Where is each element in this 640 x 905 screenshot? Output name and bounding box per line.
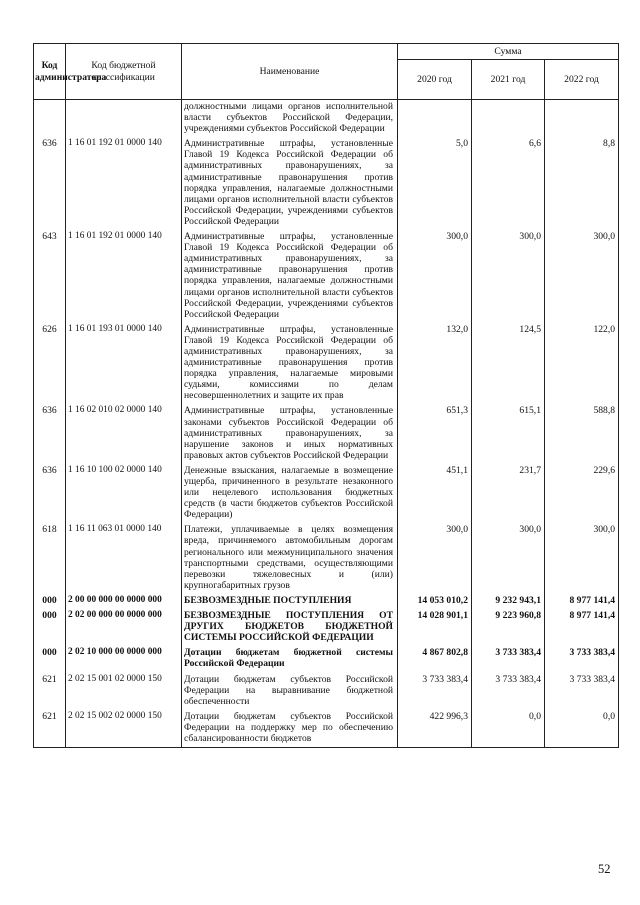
cell-name: Административные штрафы, установленные Главой 19 Кодекса Российской Федерации об административных правонарушениях, за административные правонарушения против порядка управления, налагаемые должностными лицами органов исполнительной власти субъектов Российской Федерации, учреждениями субъектов Российской Федерации — [182, 230, 398, 323]
table-row — [34, 323, 619, 405]
cell-2021: 9 232 943,1 — [472, 594, 545, 609]
table-row — [34, 594, 619, 609]
cell-admin: 636 — [34, 464, 66, 523]
cell-2022: 8,8 — [545, 137, 619, 230]
cell-admin: 618 — [34, 523, 66, 594]
cell-code: 1 16 01 192 01 0000 140 — [66, 230, 182, 323]
cell-name: БЕЗВОЗМЕЗДНЫЕ ПОСТУПЛЕНИЯ ОТ ДРУГИХ БЮДЖЕТОВ БЮДЖЕТНОЙ СИСТЕМЫ РОССИЙСКОЙ ФЕДЕРАЦИИ — [182, 609, 398, 646]
cell-2022: 300,0 — [545, 230, 619, 323]
cell-name: Административные штрафы, установленные законами субъектов Российской Федерации об административных правонарушениях, за нарушение законов и иных нормативных правовых актов субъектов Российской Федерации — [182, 404, 398, 463]
cell-code: 2 02 15 002 02 0000 150 — [66, 710, 182, 748]
col-admin-header: Код администратора — [34, 44, 66, 100]
cell-2021: 300,0 — [472, 230, 545, 323]
cell-code: 2 02 10 000 00 0000 000 — [66, 646, 182, 672]
cell-name: БЕЗВОЗМЕЗДНЫЕ ПОСТУПЛЕНИЯ — [182, 594, 398, 609]
cell-2020: 5,0 — [398, 137, 472, 230]
cell-code: 1 16 01 193 01 0000 140 — [66, 323, 182, 405]
cell-admin: 000 — [34, 646, 66, 672]
cell-admin: 636 — [34, 137, 66, 230]
col-code-header: Код бюджетной классификации — [66, 44, 182, 100]
cell-2020: 451,1 — [398, 464, 472, 523]
table-row — [34, 646, 619, 672]
cell-admin: 636 — [34, 404, 66, 463]
cell-2021: 300,0 — [472, 523, 545, 594]
cell-code: 1 16 02 010 02 0000 140 — [66, 404, 182, 463]
table-row — [34, 100, 619, 138]
cell-2021: 6,6 — [472, 137, 545, 230]
cell-2021: 124,5 — [472, 323, 545, 405]
cell-name: должностными лицами органов исполнительной власти субъектов Российской Федерации, учреждениями субъектов Российской Федерации — [182, 100, 398, 138]
cell-name: Денежные взыскания, налагаемые в возмещение ущерба, причиненного в результате незаконного или нецелевого использования бюджетных средств (в части бюджетов субъектов Российской Федерации) — [182, 464, 398, 523]
cell-code — [66, 100, 182, 138]
cell-2020 — [398, 100, 472, 138]
cell-2022: 3 733 383,4 — [545, 646, 619, 672]
cell-name: Платежи, уплачиваемые в целях возмещения вреда, причиняемого автомобильным дорогам регионального или межмуниципального значения транспортными средствами, осуществляющими перевозки тяжеловесных и (или) крупногабаритных грузов — [182, 523, 398, 594]
table-row — [34, 609, 619, 646]
cell-admin: 000 — [34, 594, 66, 609]
col-2020-header: 2020 год — [398, 60, 472, 100]
cell-2022: 3 733 383,4 — [545, 673, 619, 710]
cell-2020: 14 053 010,2 — [398, 594, 472, 609]
cell-2022: 8 977 141,4 — [545, 609, 619, 646]
cell-2020: 132,0 — [398, 323, 472, 405]
cell-2020: 300,0 — [398, 523, 472, 594]
cell-2020: 14 028 901,1 — [398, 609, 472, 646]
cell-admin: 626 — [34, 323, 66, 405]
cell-2020: 4 867 802,8 — [398, 646, 472, 672]
cell-2022: 122,0 — [545, 323, 619, 405]
cell-admin: 621 — [34, 673, 66, 710]
cell-code: 2 02 00 000 00 0000 000 — [66, 609, 182, 646]
cell-2020: 422 996,3 — [398, 710, 472, 748]
cell-2020: 300,0 — [398, 230, 472, 323]
col-2022-header: 2022 год — [545, 60, 619, 100]
cell-2022: 229,6 — [545, 464, 619, 523]
cell-admin: 643 — [34, 230, 66, 323]
cell-2021 — [472, 100, 545, 138]
cell-code: 1 16 11 063 01 0000 140 — [66, 523, 182, 594]
page-number: 52 — [598, 862, 611, 876]
cell-2021: 3 733 383,4 — [472, 646, 545, 672]
cell-2022: 300,0 — [545, 523, 619, 594]
cell-name: Дотации бюджетам субъектов Российской Федерации на выравнивание бюджетной обеспеченности — [182, 673, 398, 710]
cell-name: Административные штрафы, установленные Главой 19 Кодекса Российской Федерации об административных правонарушениях, за административные правонарушения против порядка управления, налагаемые должностными лицами органов исполнительной власти субъектов Российской Федерации, учреждениями субъектов Российской Федерации — [182, 137, 398, 230]
table-row — [34, 137, 619, 230]
table-row — [34, 404, 619, 463]
cell-name: Административные штрафы, установленные Главой 19 Кодекса Российской Федерации об административных правонарушениях, за административные правонарушения против порядка управления, налагаемые мировыми судьями, комиссиями по делам несовершеннолетних и защите их прав — [182, 323, 398, 405]
col-name-header: Наименование — [182, 44, 398, 100]
cell-admin: 621 — [34, 710, 66, 748]
col-sum-header: Сумма — [398, 44, 619, 60]
cell-2020: 651,3 — [398, 404, 472, 463]
cell-name: Дотации бюджетам бюджетной системы Российской Федерации — [182, 646, 398, 672]
cell-2022: 0,0 — [545, 710, 619, 748]
cell-code: 2 02 15 001 02 0000 150 — [66, 673, 182, 710]
col-2021-header: 2021 год — [472, 60, 545, 100]
cell-2022: 588,8 — [545, 404, 619, 463]
cell-2022: 8 977 141,4 — [545, 594, 619, 609]
budget-revenue-table — [33, 43, 619, 748]
table-row — [34, 710, 619, 748]
cell-admin — [34, 100, 66, 138]
table-row — [34, 673, 619, 710]
table-header — [34, 44, 619, 100]
cell-2021: 0,0 — [472, 710, 545, 748]
cell-2020: 3 733 383,4 — [398, 673, 472, 710]
cell-code: 1 16 10 100 02 0000 140 — [66, 464, 182, 523]
cell-name: Дотации бюджетам субъектов Российской Федерации на поддержку мер по обеспечению сбалансированности бюджетов — [182, 710, 398, 748]
cell-2021: 3 733 383,4 — [472, 673, 545, 710]
cell-2021: 231,7 — [472, 464, 545, 523]
cell-2022 — [545, 100, 619, 138]
cell-code: 1 16 01 192 01 0000 140 — [66, 137, 182, 230]
cell-code: 2 00 00 000 00 0000 000 — [66, 594, 182, 609]
table-row — [34, 230, 619, 323]
cell-2021: 9 223 960,8 — [472, 609, 545, 646]
cell-2021: 615,1 — [472, 404, 545, 463]
table-row — [34, 464, 619, 523]
table-body — [34, 100, 619, 748]
cell-admin: 000 — [34, 609, 66, 646]
table-row — [34, 523, 619, 594]
